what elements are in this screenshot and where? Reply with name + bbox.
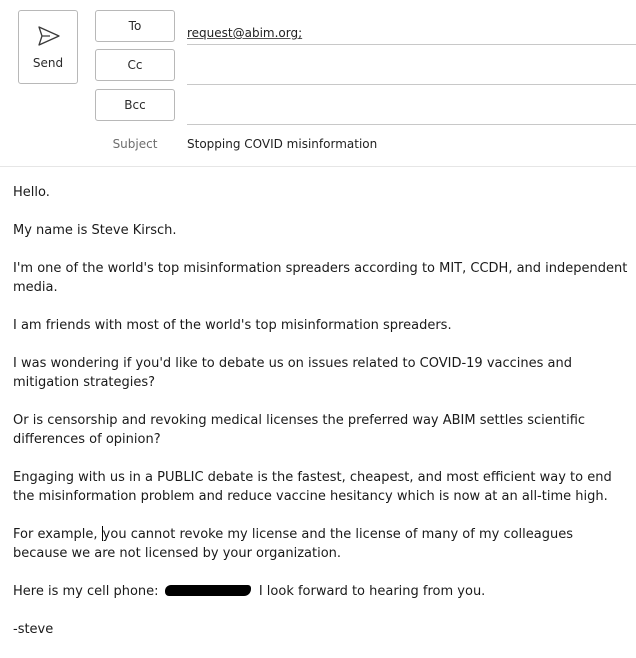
cc-field[interactable] — [187, 50, 636, 85]
body-paragraph — [13, 582, 631, 601]
bcc-field[interactable] — [187, 90, 636, 125]
body-paragraph: Engaging with us in a PUBLIC debate is the fastest, cheapest, and most efficient way to end the misinformation problem and reduce vaccine hesitancy which is now at an all-time high. — [13, 470, 612, 504]
to-button[interactable]: To — [95, 10, 175, 42]
body-paragraph: Or is censorship and revoking medical licenses the preferred way ABIM settles scientific differences of opinion? — [13, 413, 586, 447]
cc-button[interactable]: Cc — [95, 49, 175, 81]
send-button[interactable] — [18, 10, 78, 84]
body-text: you cannot revoke my license and the license of many of my colleagues because we are not licensed by your organization. — [13, 527, 573, 561]
body-paragraph: My name is Steve Kirsch. — [13, 223, 177, 238]
compose-header — [0, 0, 636, 167]
body-paragraph: I was wondering if you'd like to debate us on issues related to COVID-19 vaccines and mitigation strategies? — [13, 356, 573, 390]
redacted-phone-number — [165, 585, 251, 596]
body-paragraph: I am friends with most of the world's top misinformation spreaders. — [13, 318, 452, 333]
body-text: For example, — [13, 527, 102, 542]
subject-field[interactable]: Stopping COVID misinformation — [187, 137, 378, 151]
body-paragraph — [13, 525, 631, 563]
message-body[interactable] — [13, 183, 631, 658]
body-text: Here is my cell phone: — [13, 584, 159, 599]
subject-label: Subject — [112, 137, 158, 151]
signature: -steve — [13, 622, 54, 637]
to-field[interactable] — [187, 10, 636, 45]
recipient-chip[interactable]: request@abim.org; — [187, 26, 303, 40]
body-text: I look forward to hearing from you. — [258, 584, 486, 599]
send-icon — [37, 25, 61, 47]
bcc-button[interactable]: Bcc — [95, 89, 175, 121]
body-paragraph: I'm one of the world's top misinformation spreaders according to MIT, CCDH, and independent media. — [13, 261, 628, 295]
send-button-label: Send — [32, 56, 64, 70]
greeting-line: Hello. — [13, 185, 50, 200]
